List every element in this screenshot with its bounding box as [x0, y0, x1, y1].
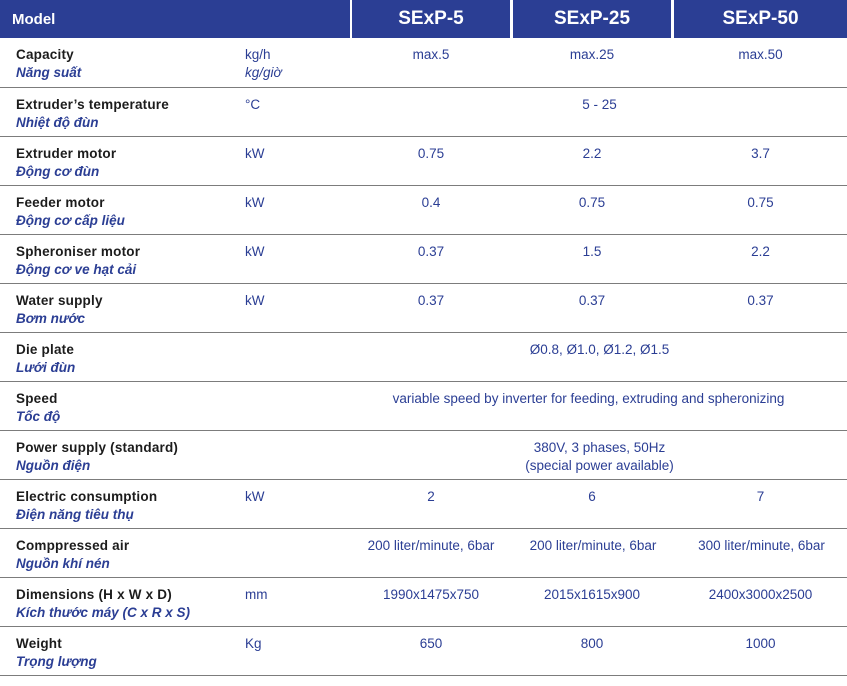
spec-name: Extruder’s temperature	[16, 97, 169, 112]
table-row	[0, 627, 847, 676]
table-row	[0, 578, 847, 627]
spec-name: Feeder motor	[16, 195, 105, 210]
spec-name: Die plate	[16, 342, 75, 357]
spec-value: 1000	[745, 636, 776, 651]
spec-name: Extruder motor	[16, 146, 117, 161]
spec-name-vn: Nguồn điện	[16, 458, 91, 473]
spec-value: 0.37	[417, 293, 445, 308]
table-row	[0, 284, 847, 333]
spec-name-vn: Năng suất	[16, 65, 82, 80]
spec-unit: kW	[245, 489, 265, 504]
spec-value: 0.4	[421, 195, 441, 210]
table-row	[0, 382, 847, 431]
table-row	[0, 186, 847, 235]
spec-unit: kW	[245, 195, 265, 210]
spec-unit: mm	[245, 587, 268, 602]
spec-value: 1990x1475x750	[382, 587, 480, 602]
spec-value: 1.5	[582, 244, 602, 259]
spec-value: 2	[427, 489, 435, 504]
spec-value: max.5	[412, 47, 450, 62]
spec-name-vn: Điện năng tiêu thụ	[16, 507, 134, 522]
spec-unit-vn: kg/giờ	[245, 65, 282, 80]
spec-value: 300 liter/minute, 6bar	[698, 538, 825, 553]
spec-value: max.25	[569, 47, 615, 62]
model-header: Model	[0, 0, 350, 38]
spec-value: 7	[756, 489, 765, 504]
model-sexp-50-header: SExP-50	[674, 0, 847, 38]
spec-name-vn: Bơm nước	[16, 311, 86, 326]
spec-unit: °C	[245, 97, 261, 112]
spec-name-vn: Nguồn khí nén	[16, 556, 110, 571]
spec-value: 0.37	[417, 244, 445, 259]
spec-value-note: (special power available)	[525, 458, 674, 473]
spec-unit: kW	[245, 146, 265, 161]
spec-name-vn: Động cơ ve hạt cải	[16, 262, 137, 277]
spec-unit: kW	[245, 244, 265, 259]
spec-value: 0.75	[417, 146, 445, 161]
spec-value: 200 liter/minute, 6bar	[367, 538, 495, 553]
spec-value: max.50	[738, 47, 783, 62]
spec-value: 2.2	[582, 146, 602, 161]
spec-value: 800	[580, 636, 604, 651]
spec-name: Capacity	[16, 47, 74, 62]
spec-name-vn: Động cơ đùn	[16, 164, 100, 179]
spec-value: 6	[588, 489, 596, 504]
spec-value: 5 - 25	[582, 97, 617, 112]
table-row	[0, 38, 847, 88]
spec-name-vn: Nhiệt độ đùn	[16, 115, 99, 130]
spec-name-vn: Động cơ cấp liệu	[16, 213, 125, 228]
spec-value: 2400x3000x2500	[708, 587, 813, 602]
table-row	[0, 431, 847, 480]
spec-unit: Kg	[245, 636, 262, 651]
table-row	[0, 480, 847, 529]
table-row	[0, 88, 847, 137]
spec-value: 2015x1615x900	[543, 587, 641, 602]
spec-value: 0.75	[747, 195, 774, 210]
spec-name: Comppressed air	[16, 538, 130, 553]
spec-value: 2.2	[751, 244, 770, 259]
spec-value: 0.37	[578, 293, 606, 308]
table-body	[0, 38, 847, 676]
spec-name-vn: Lưới đùn	[16, 360, 76, 375]
spec-value: 0.75	[578, 195, 606, 210]
spec-name-vn: Trọng lượng	[16, 654, 97, 669]
table-row	[0, 235, 847, 284]
spec-value: 3.7	[751, 146, 770, 161]
model-sexp-25-header: SExP-25	[513, 0, 671, 38]
spec-name: Dimensions (H x W x D)	[16, 587, 172, 602]
spec-value: Ø0.8, Ø1.0, Ø1.2, Ø1.5	[529, 342, 670, 357]
spec-name: Power supply (standard)	[16, 440, 179, 455]
spec-unit: kg/h	[245, 47, 271, 62]
table-header	[0, 0, 847, 38]
spec-value: 380V, 3 phases, 50Hz	[533, 440, 666, 455]
table-row	[0, 137, 847, 186]
spec-name: Speed	[16, 391, 58, 406]
spec-value: 200 liter/minute, 6bar	[529, 538, 657, 553]
spec-name: Water supply	[16, 293, 103, 308]
spec-name-vn: Kích thước máy (C x R x S)	[16, 605, 190, 620]
spec-name: Electric consumption	[16, 489, 158, 504]
spec-value: 650	[419, 636, 443, 651]
spec-name: Weight	[16, 636, 62, 651]
spec-name-vn: Tốc độ	[16, 409, 61, 424]
table-row	[0, 529, 847, 578]
spec-value: 0.37	[747, 293, 774, 308]
table-row	[0, 333, 847, 382]
model-sexp-5-header: SExP-5	[352, 0, 510, 38]
spec-unit: kW	[245, 293, 265, 308]
spec-name: Spheroniser motor	[16, 244, 141, 259]
spec-value: variable speed by inverter for feeding, extruding and spheronizing	[392, 391, 785, 406]
